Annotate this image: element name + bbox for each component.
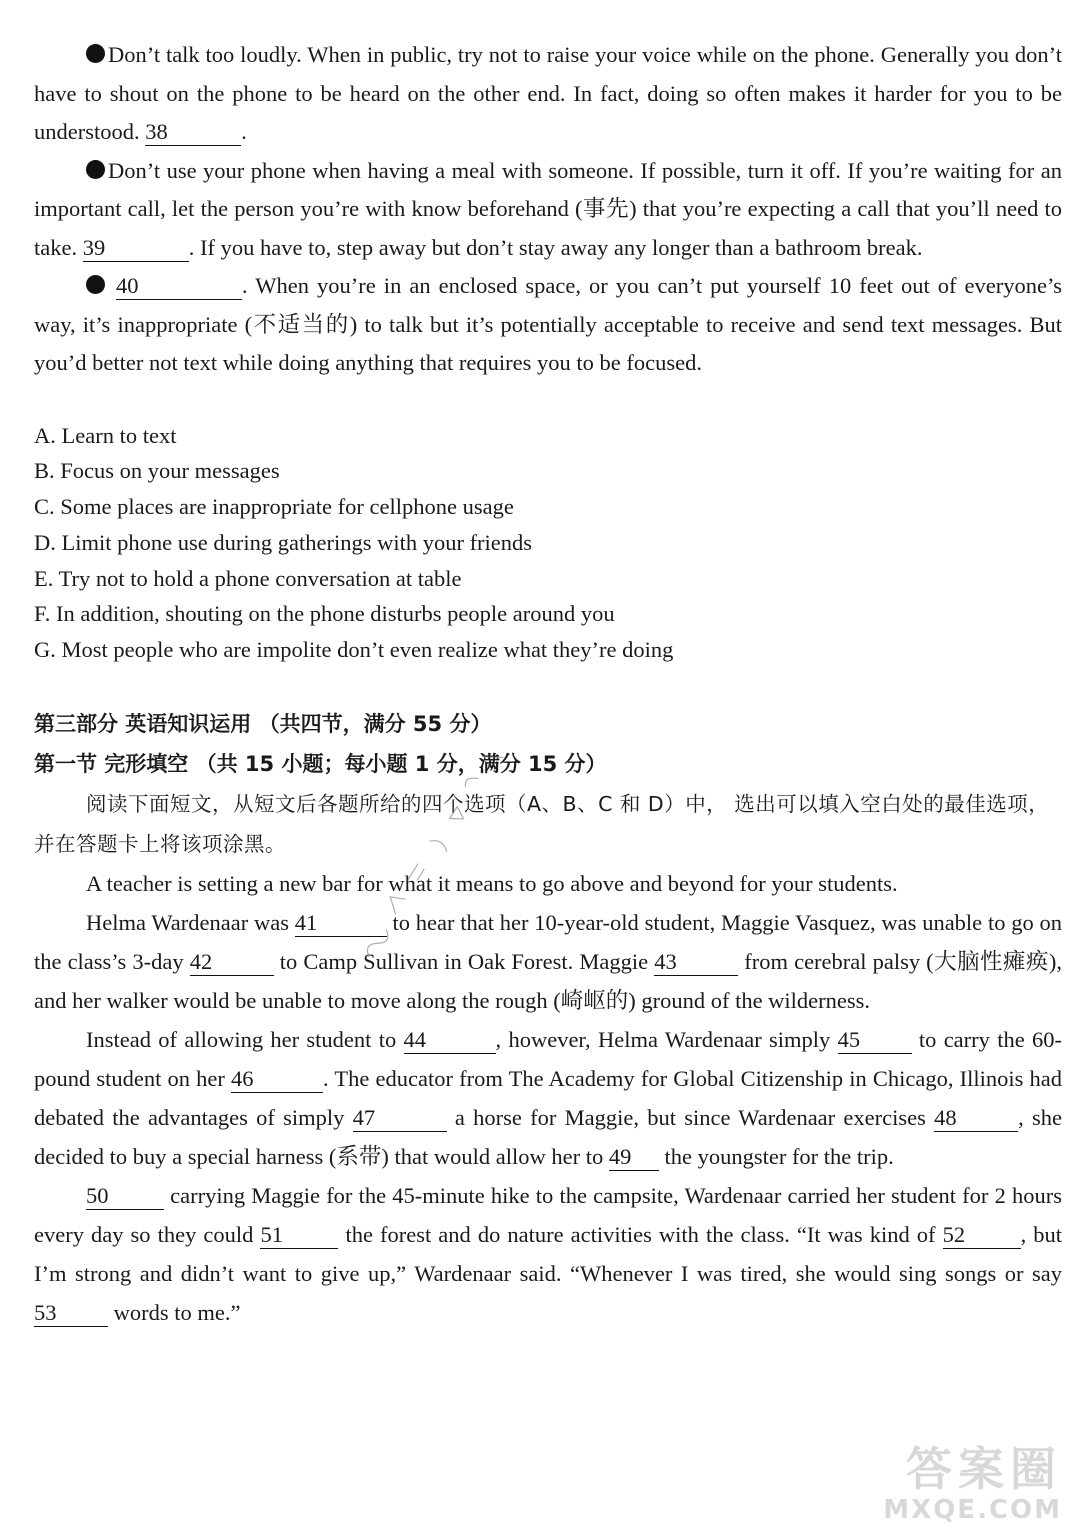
bullet-paragraph-38: Don’t talk too loudly. When in public, try not to raise your voice while on the phone. Generally you don’t have to shout on the phone to be heard on the other end. In fact, doing so often makes it harder for you to be understood. 38 .	[34, 42, 1062, 144]
site-watermark-logo	[883, 1443, 1062, 1525]
answer-blank-48: 48	[934, 1105, 1018, 1132]
answer-blank-49: 49	[609, 1144, 659, 1171]
answer-blank-46: 46	[231, 1066, 323, 1093]
answer-blank-45: 45	[838, 1027, 912, 1054]
answer-blank-43: 43	[654, 949, 738, 976]
story-paragraph-1: A teacher is setting a new bar for what it means to go above and beyond for your students.	[86, 871, 898, 897]
bullet-dot-icon	[86, 160, 105, 179]
answer-blank-39: 39	[83, 235, 189, 262]
answer-blank-41: 41	[295, 910, 387, 937]
cloze-passage	[34, 864, 1062, 1332]
option-list	[34, 418, 1062, 669]
story-paragraph-4: 50 carrying Maggie for the 45-minute hike to the campsite, Wardenaar carried her student for 2 hours every day so they could 51 the forest and do nature activities with the class. “It was kind of 52 , but I’m strong and didn’t want to give up,” Wardenaar said. “Whenever I was tired, she would sing songs or say 53 words to me.”	[34, 1183, 1063, 1326]
option-c: C. Some places are inappropriate for cellphone usage	[34, 494, 514, 520]
answer-blank-53: 53	[34, 1300, 108, 1327]
bullet-paragraph-39: Don’t use your phone when having a meal with someone. If possible, turn it off. If you’re waiting for an important call, let the person you’re with know beforehand (事先) that you’re expecting a call that you’ll need to take. 39 . If you have to, step away but don’t stay away any longer than a bathroom break.	[34, 157, 1062, 260]
option-d: D. Limit phone use during gatherings with your friends	[34, 529, 533, 555]
option-b: B. Focus on your messages	[34, 458, 280, 484]
story-paragraph-2: Helma Wardenaar was 41 to hear that her 10-year-old student, Maggie Vasquez, was unable to go on the class’s 3-day 42 to Camp Sullivan in Oak Forest. Maggie 43 from cerebral palsy (大脑性瘫痪), and her walker would be unable to move along the rough (崎岖的) ground of the wilderness.	[34, 910, 1063, 1014]
option-f: F. In addition, shouting on the phone disturbs people around you	[34, 601, 615, 627]
answer-blank-47: 47	[353, 1105, 447, 1132]
answer-blank-50: 50	[86, 1183, 164, 1210]
instructions: 阅读下面短文，从短文后各题所给的四个选项（A、B、C 和 D）中， 选出可以填入空白处的最佳选项，并在答题卡上将该项涂黑。	[34, 792, 1050, 857]
answer-blank-40: 40	[116, 273, 242, 300]
bullet-dot-icon	[86, 275, 105, 294]
story-paragraph-3: Instead of allowing her student to 44 , however, Helma Wardenaar simply 45 to carry the 60-pound student on her 46 . The educator from The Academy for Global Citizenship in Chicago, Illinois had debated the advantages of simply 47 a horse for Maggie, but since Wardenaar exercises 48 , she decided to buy a special harness (系带) that would allow her to 49 the youngster for the trip.	[34, 1027, 1062, 1170]
answer-blank-38: 38	[145, 119, 241, 146]
answer-blank-52: 52	[943, 1222, 1021, 1249]
subsection-title: 第一节 完形填空 （共 15 小题；每小题 1 分，满分 15 分）	[34, 752, 607, 777]
option-a: A. Learn to text	[34, 422, 177, 448]
option-e: E. Try not to hold a phone conversation at table	[34, 565, 462, 591]
answer-blank-44: 44	[404, 1027, 496, 1054]
exam-page	[34, 36, 1062, 1332]
bullet-paragraph-40: 40 . When you’re in an enclosed space, or you can’t put yourself 10 feet out of everyone’s way, it’s inappropriate (不适当的) to talk but it’s potentially acceptable to receive and send text messages. But you’d better not text while doing anything that requires you to be focused.	[34, 273, 1063, 375]
watermark-logo-text: 答案圈	[906, 1442, 1062, 1496]
answer-blank-42: 42	[190, 949, 274, 976]
watermark-logo-url: MXQE.COM	[883, 1495, 1062, 1525]
section-title: 第三部分 英语知识运用 （共四节，满分 55 分）	[34, 712, 492, 737]
option-g: G. Most people who are impolite don’t even realize what they’re doing	[34, 637, 674, 663]
answer-blank-51: 51	[260, 1222, 338, 1249]
bullet-dot-icon	[86, 44, 105, 63]
